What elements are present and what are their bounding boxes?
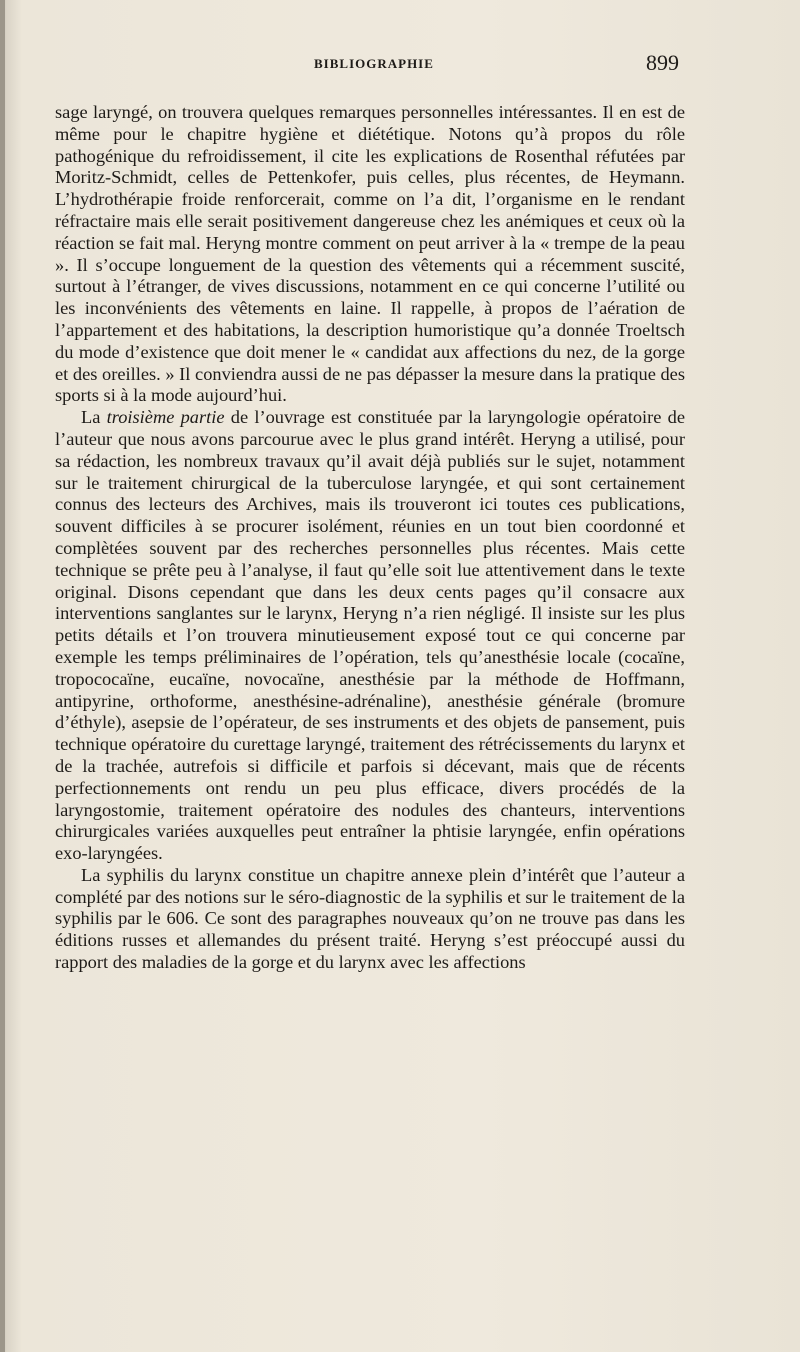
paragraph-text: de l’ouvrage est constituée par la laryngologie opératoire de l’auteur que nous avons parcourue avec le plus grand intérêt. Heryng a utilisé, pour sa rédaction, les nombreux travaux qu’il avait déjà publiés sur le sujet, notamment sur le traitement chirurgical de la tuberculose laryngée, et qui sont certainement connus des lecteurs des Archives, mais ils trouveront ici toutes ces publications, souvent difficiles à se procurer isolément, réunies en un tout bien coordonné et complètées souvent par des recherches personnelles plus récentes. Mais cette technique se prête peu à l’analyse, il faut qu’elle soit lue attentivement dans le texte original. Disons cependant que dans les deux cents pages qu’il consacre aux interventions sanglantes sur le larynx, Heryng n’a rien négligé. Il insiste sur les plus petits détails et l’on trouvera minutieusement exposé tout ce qui concerne par exemple les temps préliminaires de l’opération, tels qu’anesthésie locale (cocaïne, tropococaïne, eucaïne, novocaïne, anesthésie par la méthode de Hoffmann, antipyrine, orthoforme, anesthésine-adrénaline), anesthésie générale (bromure d’éthyle), asepsie de l’opérateur, de ses instruments et des objets de pansement, puis technique opératoire du curettage laryngé, traitement des rétrécissements du larynx et de la trachée, autrefois si difficile et parfois si décevant, mais que de récents perfectionnements ont rendu un peu plus efficace, divers procédés de la laryngostomie, traitement opératoire des nodules des chanteurs, interventions chirurgicales variées auxquelles peut entraîner la phtisie laryngée, enfin opérations exo-laryngées.	[55, 407, 685, 864]
paragraph-text: La	[81, 407, 107, 428]
page-number: 899	[646, 50, 679, 75]
paragraph	[55, 102, 685, 407]
paragraph-text: La syphilis du larynx constitue un chapitre annexe plein d’intérêt que l’auteur a complété par des notions sur le séro-diagnostic de la syphilis et sur le traitement de la syphilis par le 606. Ce sont des paragraphes nouveaux qu’on ne trouve pas dans les éditions russes et allemandes du présent traité. Heryng s’est préoccupé aussi du rapport des maladies de la gorge et du larynx avec les affections	[55, 864, 685, 973]
running-head-title: BIBLIOGRAPHIE	[314, 56, 434, 71]
paragraph	[55, 407, 685, 865]
running-head	[0, 50, 800, 80]
paragraph-text: sage laryngé, on trouvera quelques remarques personnelles intéressantes. Il en est de même pour le chapitre hygiène et diététique. Notons qu’à propos du rôle pathogénique du refroidissement, il cite les explications de Rosenthal réfutées par Moritz-Schmidt, celles de Pettenkofer, puis celles, plus récentes, de Heymann. L’hydrothérapie froide renforcerait, comme on l’a dit, l’organisme en le rendant réfractaire mais elle serait positivement dangereuse chez les anémiques et ceux où la réaction se fait mal. Heryng montre comment on peut arriver à la « trempe de la peau ». Il s’occupe longuement de la question des vêtements qui a récemment suscité, surtout à l’étranger, de vives discussions, notamment en ce qui concerne l’utilité ou les inconvénients des vêtements en laine. Il rappelle, à propos de l’aération de l’appartement et des habitations, la description humoristique qu’a donnée Troeltsch du mode d’existence que doit mener le « candidat aux affections du nez, de la gorge et des oreilles. » Il conviendra aussi de ne pas dépasser la mesure dans la pratique des sports si à la mode aujourd’hui.	[55, 102, 685, 406]
body-text	[55, 102, 685, 974]
binding-gutter	[0, 0, 5, 1352]
paragraph	[55, 865, 685, 974]
italic-text: troisième partie	[106, 407, 225, 428]
